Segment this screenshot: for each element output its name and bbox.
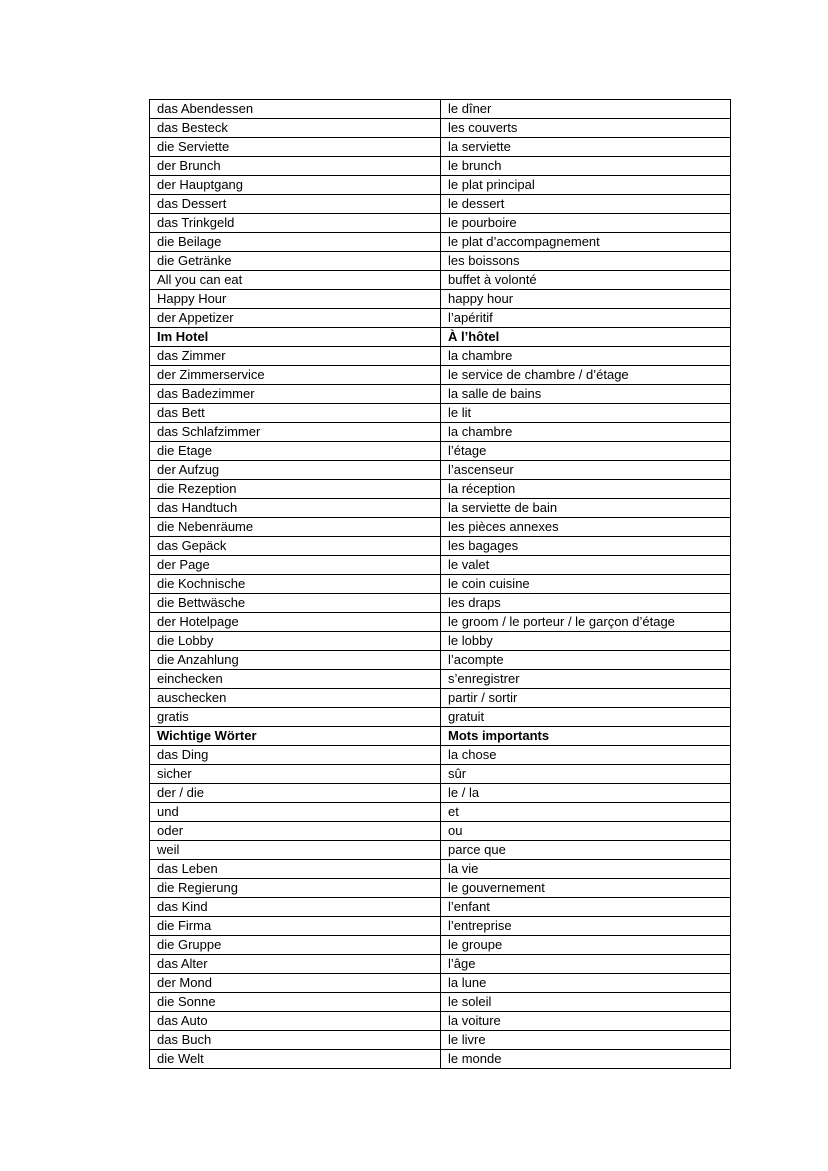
german-term-cell: einchecken bbox=[150, 670, 441, 689]
french-term-cell: l’ascenseur bbox=[441, 461, 731, 480]
german-term-cell: der Aufzug bbox=[150, 461, 441, 480]
french-term-cell: le dessert bbox=[441, 195, 731, 214]
german-term-cell: gratis bbox=[150, 708, 441, 727]
table-row bbox=[150, 537, 731, 556]
french-term-cell: l’âge bbox=[441, 955, 731, 974]
french-term-cell: le lobby bbox=[441, 632, 731, 651]
table-row bbox=[150, 480, 731, 499]
german-term-cell: die Lobby bbox=[150, 632, 441, 651]
table-row bbox=[150, 670, 731, 689]
french-term-cell: le lit bbox=[441, 404, 731, 423]
french-term-cell: l’enfant bbox=[441, 898, 731, 917]
german-term-cell: oder bbox=[150, 822, 441, 841]
table-row bbox=[150, 461, 731, 480]
french-term-cell: buffet à volonté bbox=[441, 271, 731, 290]
german-term-cell: das Leben bbox=[150, 860, 441, 879]
table-row bbox=[150, 157, 731, 176]
french-term-cell: ou bbox=[441, 822, 731, 841]
french-term-cell: s’enregistrer bbox=[441, 670, 731, 689]
german-term-cell: der Hauptgang bbox=[150, 176, 441, 195]
german-term-cell: Happy Hour bbox=[150, 290, 441, 309]
french-term-cell: la lune bbox=[441, 974, 731, 993]
french-term-cell: le soleil bbox=[441, 993, 731, 1012]
french-term-cell: le plat principal bbox=[441, 176, 731, 195]
german-term-cell: das Kind bbox=[150, 898, 441, 917]
french-term-cell: le pourboire bbox=[441, 214, 731, 233]
german-term-cell: die Firma bbox=[150, 917, 441, 936]
table-row bbox=[150, 271, 731, 290]
table-row bbox=[150, 803, 731, 822]
table-row bbox=[150, 974, 731, 993]
french-term-cell: le dîner bbox=[441, 100, 731, 119]
table-row bbox=[150, 176, 731, 195]
vocabulary-table-body bbox=[150, 100, 731, 1069]
section-header-row bbox=[150, 328, 731, 347]
table-row bbox=[150, 860, 731, 879]
french-term-cell: parce que bbox=[441, 841, 731, 860]
section-title-french: Mots importants bbox=[441, 727, 731, 746]
section-title-german: Wichtige Wörter bbox=[150, 727, 441, 746]
german-term-cell: das Auto bbox=[150, 1012, 441, 1031]
german-term-cell: das Abendessen bbox=[150, 100, 441, 119]
german-term-cell: das Bett bbox=[150, 404, 441, 423]
french-term-cell: l’acompte bbox=[441, 651, 731, 670]
french-term-cell: la réception bbox=[441, 480, 731, 499]
table-row bbox=[150, 100, 731, 119]
table-row bbox=[150, 613, 731, 632]
table-row bbox=[150, 784, 731, 803]
german-term-cell: die Rezeption bbox=[150, 480, 441, 499]
french-term-cell: et bbox=[441, 803, 731, 822]
french-term-cell: la serviette bbox=[441, 138, 731, 157]
german-term-cell: All you can eat bbox=[150, 271, 441, 290]
table-row bbox=[150, 594, 731, 613]
german-term-cell: das Besteck bbox=[150, 119, 441, 138]
french-term-cell: gratuit bbox=[441, 708, 731, 727]
german-term-cell: der Zimmerservice bbox=[150, 366, 441, 385]
table-row bbox=[150, 651, 731, 670]
german-term-cell: der / die bbox=[150, 784, 441, 803]
french-term-cell: le groupe bbox=[441, 936, 731, 955]
german-term-cell: die Getränke bbox=[150, 252, 441, 271]
table-row bbox=[150, 404, 731, 423]
german-term-cell: die Kochnische bbox=[150, 575, 441, 594]
table-row bbox=[150, 765, 731, 784]
table-row bbox=[150, 1012, 731, 1031]
french-term-cell: les bagages bbox=[441, 537, 731, 556]
section-title-french: À l’hôtel bbox=[441, 328, 731, 347]
french-term-cell: la chambre bbox=[441, 347, 731, 366]
table-row bbox=[150, 556, 731, 575]
table-row bbox=[150, 936, 731, 955]
german-term-cell: das Buch bbox=[150, 1031, 441, 1050]
french-term-cell: le service de chambre / d’étage bbox=[441, 366, 731, 385]
table-row bbox=[150, 252, 731, 271]
section-header-row bbox=[150, 727, 731, 746]
french-term-cell: la chose bbox=[441, 746, 731, 765]
french-term-cell: sûr bbox=[441, 765, 731, 784]
german-term-cell: die Nebenräume bbox=[150, 518, 441, 537]
german-term-cell: die Anzahlung bbox=[150, 651, 441, 670]
german-term-cell: der Mond bbox=[150, 974, 441, 993]
table-row bbox=[150, 879, 731, 898]
german-term-cell: weil bbox=[150, 841, 441, 860]
french-term-cell: le livre bbox=[441, 1031, 731, 1050]
french-term-cell: les couverts bbox=[441, 119, 731, 138]
french-term-cell: le valet bbox=[441, 556, 731, 575]
german-term-cell: der Page bbox=[150, 556, 441, 575]
table-row bbox=[150, 214, 731, 233]
german-term-cell: die Etage bbox=[150, 442, 441, 461]
german-term-cell: die Regierung bbox=[150, 879, 441, 898]
table-row bbox=[150, 955, 731, 974]
german-term-cell: das Zimmer bbox=[150, 347, 441, 366]
german-term-cell: die Beilage bbox=[150, 233, 441, 252]
german-term-cell: das Dessert bbox=[150, 195, 441, 214]
french-term-cell: le groom / le porteur / le garçon d’étage bbox=[441, 613, 731, 632]
section-title-german: Im Hotel bbox=[150, 328, 441, 347]
table-row bbox=[150, 423, 731, 442]
german-term-cell: die Welt bbox=[150, 1050, 441, 1069]
french-term-cell: la chambre bbox=[441, 423, 731, 442]
german-term-cell: die Serviette bbox=[150, 138, 441, 157]
table-row bbox=[150, 366, 731, 385]
table-row bbox=[150, 1031, 731, 1050]
german-term-cell: das Alter bbox=[150, 955, 441, 974]
french-term-cell: le gouvernement bbox=[441, 879, 731, 898]
table-row bbox=[150, 385, 731, 404]
table-row bbox=[150, 119, 731, 138]
french-term-cell: l’apéritif bbox=[441, 309, 731, 328]
german-term-cell: das Ding bbox=[150, 746, 441, 765]
table-row bbox=[150, 138, 731, 157]
table-row bbox=[150, 917, 731, 936]
table-row bbox=[150, 499, 731, 518]
german-term-cell: das Gepäck bbox=[150, 537, 441, 556]
french-term-cell: les pièces annexes bbox=[441, 518, 731, 537]
german-term-cell: und bbox=[150, 803, 441, 822]
french-term-cell: la vie bbox=[441, 860, 731, 879]
table-row bbox=[150, 841, 731, 860]
table-row bbox=[150, 347, 731, 366]
table-row bbox=[150, 708, 731, 727]
german-term-cell: das Schlafzimmer bbox=[150, 423, 441, 442]
vocabulary-table bbox=[149, 99, 731, 1069]
french-term-cell: la voiture bbox=[441, 1012, 731, 1031]
french-term-cell: la serviette de bain bbox=[441, 499, 731, 518]
french-term-cell: happy hour bbox=[441, 290, 731, 309]
german-term-cell: die Sonne bbox=[150, 993, 441, 1012]
table-row bbox=[150, 442, 731, 461]
german-term-cell: das Badezimmer bbox=[150, 385, 441, 404]
french-term-cell: l’étage bbox=[441, 442, 731, 461]
table-row bbox=[150, 233, 731, 252]
german-term-cell: die Bettwäsche bbox=[150, 594, 441, 613]
table-row bbox=[150, 195, 731, 214]
french-term-cell: partir / sortir bbox=[441, 689, 731, 708]
french-term-cell: le coin cuisine bbox=[441, 575, 731, 594]
french-term-cell: l’entreprise bbox=[441, 917, 731, 936]
table-row bbox=[150, 822, 731, 841]
french-term-cell: le plat d’accompagnement bbox=[441, 233, 731, 252]
table-row bbox=[150, 518, 731, 537]
table-row bbox=[150, 898, 731, 917]
french-term-cell: le / la bbox=[441, 784, 731, 803]
french-term-cell: la salle de bains bbox=[441, 385, 731, 404]
german-term-cell: sicher bbox=[150, 765, 441, 784]
table-row bbox=[150, 993, 731, 1012]
french-term-cell: le monde bbox=[441, 1050, 731, 1069]
german-term-cell: der Appetizer bbox=[150, 309, 441, 328]
table-row bbox=[150, 309, 731, 328]
german-term-cell: die Gruppe bbox=[150, 936, 441, 955]
french-term-cell: les boissons bbox=[441, 252, 731, 271]
german-term-cell: der Hotelpage bbox=[150, 613, 441, 632]
table-row bbox=[150, 632, 731, 651]
table-row bbox=[150, 1050, 731, 1069]
table-row bbox=[150, 746, 731, 765]
german-term-cell: der Brunch bbox=[150, 157, 441, 176]
german-term-cell: das Trinkgeld bbox=[150, 214, 441, 233]
table-row bbox=[150, 290, 731, 309]
table-row bbox=[150, 575, 731, 594]
table-row bbox=[150, 689, 731, 708]
german-term-cell: auschecken bbox=[150, 689, 441, 708]
german-term-cell: das Handtuch bbox=[150, 499, 441, 518]
french-term-cell: le brunch bbox=[441, 157, 731, 176]
french-term-cell: les draps bbox=[441, 594, 731, 613]
